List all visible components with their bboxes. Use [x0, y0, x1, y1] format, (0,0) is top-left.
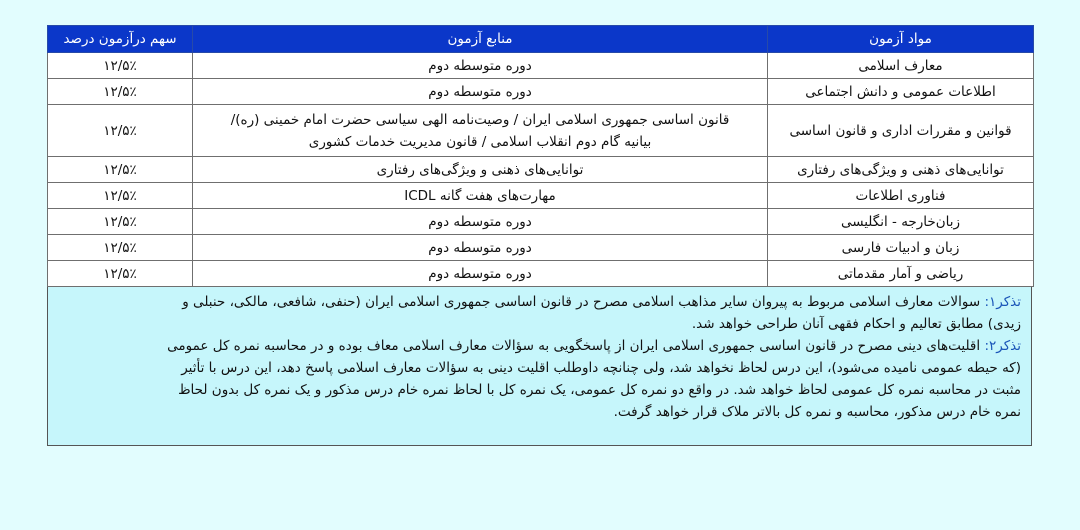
cell-source: دوره متوسطه دوم — [193, 79, 768, 105]
cell-share: ۱۲/۵٪ — [48, 105, 193, 157]
cell-source: دوره متوسطه دوم — [193, 209, 768, 235]
note-1-line: زیدی) مطابق تعالیم و احکام فقهی آنان طراحی خواهد شد. — [691, 316, 1021, 332]
table-row — [48, 105, 1034, 157]
cell-source-line: قانون اساسی جمهوری اسلامی ایران / وصیت‌نامه الهی سیاسی حضرت امام خمینی (ره)/ — [230, 111, 730, 128]
note-1-label: تذکر۱: — [984, 294, 1021, 310]
cell-source — [193, 105, 768, 157]
cell-subject: معارف اسلامی — [768, 53, 1034, 79]
notes-box — [47, 287, 1032, 446]
note-2-line: (که حیطه عمومی نامیده می‌شود)، این درس لحاظ نخواهد شد، ولی چنانچه داوطلب اقلیت دینی به سؤالات معارف اسلامی پاسخ دهد، این درس با تأثیر — [181, 360, 1021, 376]
table-row — [48, 235, 1034, 261]
note-1-text: سوالات معارف اسلامی مربوط به پیروان سایر مذاهب اسلامی مصرح در قانون اساسی جمهوری اسلامی ایران (حنفی، شافعی، مالکی، حنبلی و — [182, 294, 985, 310]
cell-share: ۱۲/۵٪ — [48, 209, 193, 235]
note-2-line — [58, 335, 1021, 357]
note-2 — [58, 335, 1021, 423]
cell-share: ۱۲/۵٪ — [48, 157, 193, 183]
exam-subjects-table — [47, 25, 1034, 287]
cell-share: ۱۲/۵٪ — [48, 235, 193, 261]
cell-share: ۱۲/۵٪ — [48, 183, 193, 209]
table-row — [48, 53, 1034, 79]
exam-table-container — [47, 25, 1033, 446]
table-row — [48, 183, 1034, 209]
table-row — [48, 157, 1034, 183]
cell-source: دوره متوسطه دوم — [193, 261, 768, 287]
table-row — [48, 79, 1034, 105]
header-subject: مواد آزمون — [768, 26, 1034, 53]
cell-subject: فناوری اطلاعات — [768, 183, 1034, 209]
cell-subject: توانایی‌های ذهنی و ویژگی‌های رفتاری — [768, 157, 1034, 183]
header-source: منابع آزمون — [193, 26, 768, 53]
cell-source: دوره متوسطه دوم — [193, 53, 768, 79]
cell-source: توانایی‌های ذهنی و ویژگی‌های رفتاری — [193, 157, 768, 183]
cell-subject: ریاضی و آمار مقدماتی — [768, 261, 1034, 287]
cell-share: ۱۲/۵٪ — [48, 53, 193, 79]
cell-source: دوره متوسطه دوم — [193, 235, 768, 261]
note-2-line: نمره خام درس مذکور، محاسبه و نمره کل بالاتر ملاک قرار خواهد گرفت. — [613, 404, 1021, 420]
header-share: سهم درآزمون درصد — [48, 26, 193, 53]
note-2-label: تذکر۲: — [984, 338, 1021, 354]
table-row — [48, 209, 1034, 235]
cell-subject: زبان‌خارجه - انگلیسی — [768, 209, 1034, 235]
cell-source-line: بیانیه گام دوم انقلاب اسلامی / قانون مدیریت خدمات کشوری — [308, 133, 652, 150]
table-row — [48, 261, 1034, 287]
note-2-line: مثبت در محاسبه نمره کل عمومی لحاظ خواهد شد. در واقع دو نمره کل عمومی، یک نمره کل با لحاظ نمره خام درس مذکور و یک نمره کل بدون لحاظ — [178, 382, 1021, 398]
cell-subject: اطلاعات عمومی و دانش اجتماعی — [768, 79, 1034, 105]
cell-subject: زبان و ادبیات فارسی — [768, 235, 1034, 261]
note-1-line — [58, 291, 1021, 313]
cell-source: مهارت‌های هفت گانه ICDL — [193, 183, 768, 209]
cell-subject: قوانین و مقررات اداری و قانون اساسی — [768, 105, 1034, 157]
cell-share: ۱۲/۵٪ — [48, 79, 193, 105]
note-1 — [58, 291, 1021, 335]
cell-share: ۱۲/۵٪ — [48, 261, 193, 287]
table-header-row — [48, 26, 1034, 53]
note-2-text: اقلیت‌های دینی مصرح در قانون اساسی جمهوری اسلامی ایران از پاسخگویی به سؤالات معارف اسلامی معاف بوده و در محاسبه نمره کل عمومی — [167, 338, 985, 354]
